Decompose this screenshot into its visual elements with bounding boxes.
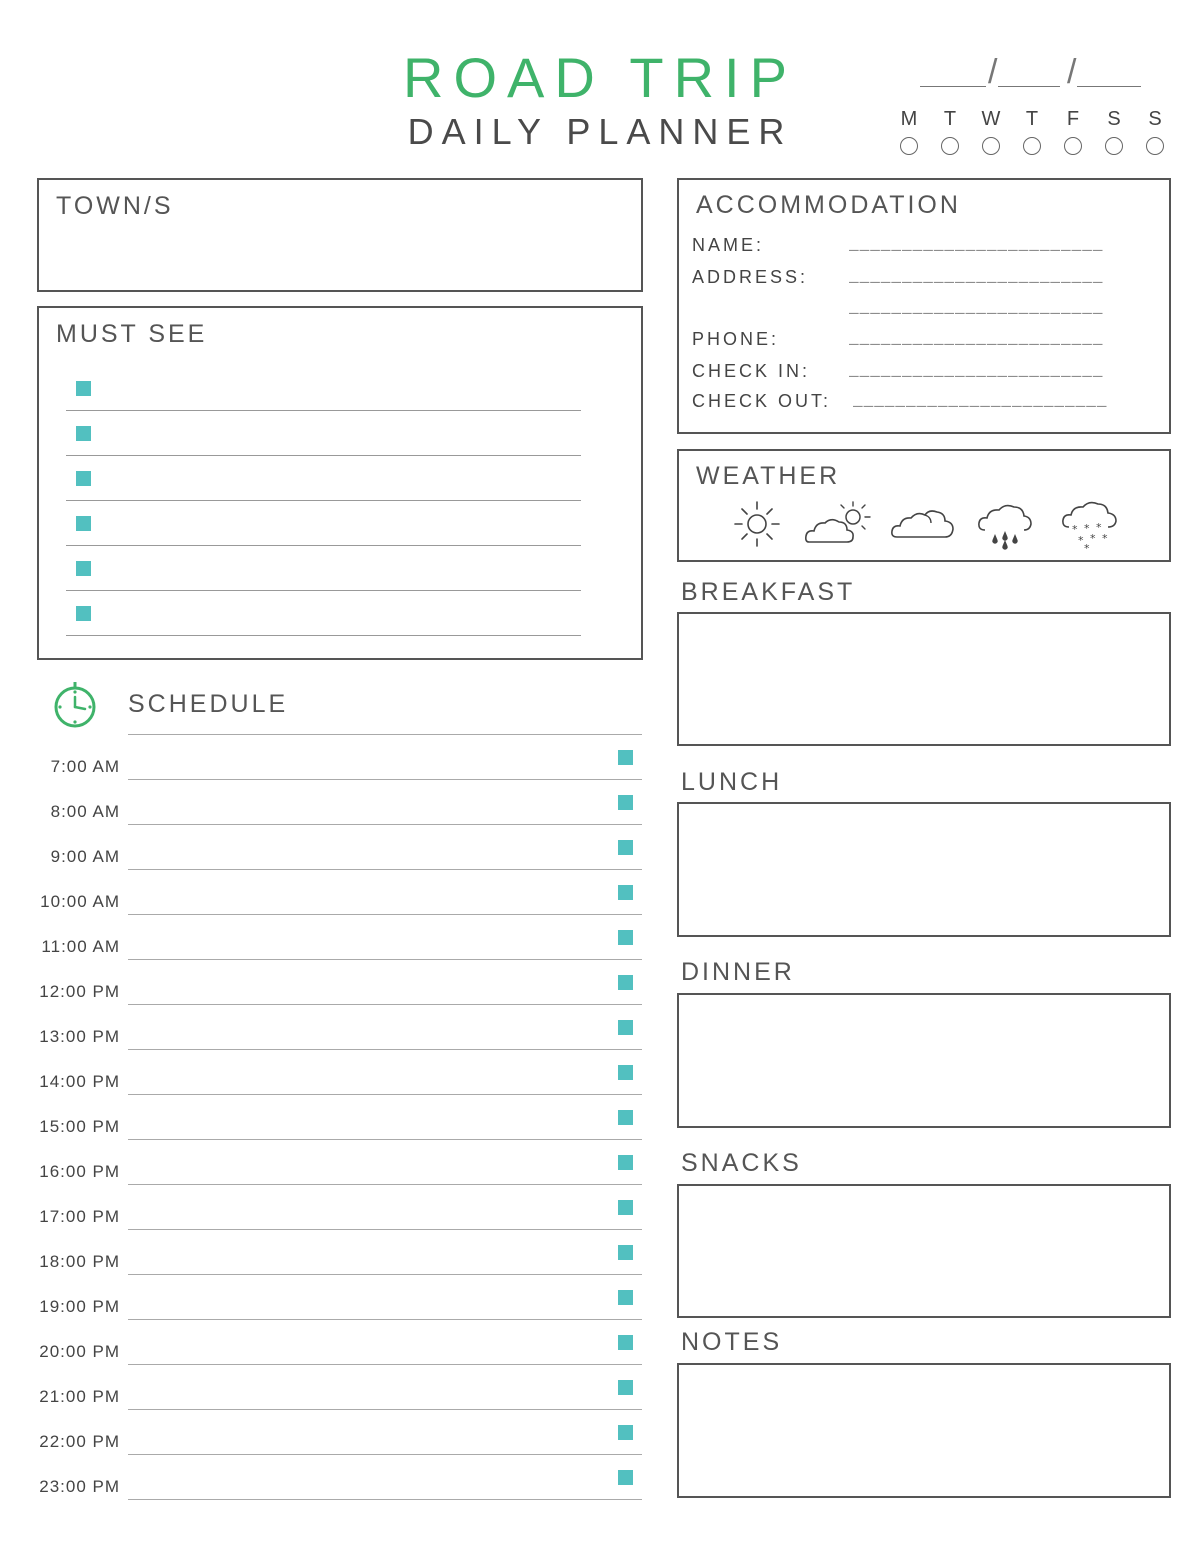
schedule-entry-line[interactable] [128, 824, 642, 825]
schedule-checkbox[interactable] [618, 1020, 633, 1035]
svg-text:*: * [1084, 522, 1090, 535]
schedule-entry-line[interactable] [128, 779, 642, 780]
lunch-label: LUNCH [681, 768, 783, 796]
schedule-entry-line[interactable] [128, 1004, 642, 1005]
acc-name-label: NAME: [692, 235, 765, 255]
breakfast-label: BREAKFAST [681, 578, 856, 606]
schedule-entry-line[interactable] [128, 1319, 642, 1320]
clock-icon [52, 680, 100, 730]
weather-box [677, 449, 1171, 562]
schedule-checkbox[interactable] [618, 1290, 633, 1305]
acc-checkout-label: CHECK OUT: [692, 391, 832, 411]
weekday-tue-circle[interactable] [941, 137, 959, 155]
schedule-entry-line[interactable] [128, 1454, 642, 1455]
must-see-line[interactable] [66, 410, 581, 411]
weekday-wed: W [981, 108, 1001, 130]
schedule-time: 13:00 PM [39, 1027, 120, 1046]
acc-address-field-2[interactable]: ________________________ [849, 299, 1104, 317]
date-slash-2: / [1067, 53, 1077, 91]
acc-address-field[interactable]: ________________________ [849, 268, 1104, 286]
schedule-entry-line[interactable] [128, 914, 642, 915]
must-see-checkbox[interactable] [76, 426, 91, 441]
acc-phone-field[interactable]: ________________________ [849, 330, 1104, 348]
schedule-checkbox[interactable] [618, 1110, 633, 1125]
schedule-checkbox[interactable] [618, 975, 633, 990]
schedule-entry-line[interactable] [128, 959, 642, 960]
schedule-time: 19:00 PM [39, 1297, 120, 1316]
date-slash-1: / [988, 53, 998, 91]
rain-icon[interactable] [975, 498, 1037, 550]
schedule-time: 22:00 PM [39, 1432, 120, 1451]
sun-icon[interactable] [729, 498, 785, 550]
acc-checkin-label: CHECK IN: [692, 361, 811, 381]
towns-box[interactable] [37, 178, 643, 292]
snow-icon[interactable] [1059, 495, 1125, 553]
weekday-fri-circle[interactable] [1064, 137, 1082, 155]
snacks-box[interactable] [677, 1184, 1171, 1318]
schedule-time: 14:00 PM [39, 1072, 120, 1091]
notes-box[interactable] [677, 1363, 1171, 1498]
weekday-tue: T [943, 108, 957, 130]
schedule-time: 21:00 PM [39, 1387, 120, 1406]
must-see-checkbox[interactable] [76, 606, 91, 621]
schedule-time: 23:00 PM [39, 1477, 120, 1496]
svg-text:*: * [1102, 532, 1108, 545]
snacks-label: SNACKS [681, 1149, 802, 1177]
date-month-blank[interactable] [998, 86, 1060, 87]
schedule-entry-line[interactable] [128, 1094, 642, 1095]
weekday-fri: F [1066, 108, 1080, 130]
schedule-time: 12:00 PM [39, 982, 120, 1001]
schedule-time: 7:00 AM [50, 757, 120, 776]
schedule-time: 8:00 AM [50, 802, 120, 821]
weekday-thu: T [1025, 108, 1039, 130]
must-see-line[interactable] [66, 590, 581, 591]
schedule-time: 15:00 PM [39, 1117, 120, 1136]
date-day-blank[interactable] [920, 86, 986, 87]
schedule-entry-line[interactable] [128, 1409, 642, 1410]
must-see-checkbox[interactable] [76, 381, 91, 396]
must-see-line[interactable] [66, 455, 581, 456]
breakfast-box[interactable] [677, 612, 1171, 746]
schedule-entry-line[interactable] [128, 1049, 642, 1050]
weekday-sun-circle[interactable] [1146, 137, 1164, 155]
svg-text:*: * [1096, 521, 1102, 534]
title-daily-planner: DAILY PLANNER [407, 111, 793, 152]
weekday-sat-circle[interactable] [1105, 137, 1123, 155]
schedule-time: 17:00 PM [39, 1207, 120, 1226]
weekday-mon-circle[interactable] [900, 137, 918, 155]
schedule-time: 10:00 AM [40, 892, 120, 911]
partly-cloudy-icon[interactable] [803, 498, 875, 550]
schedule-entry-line[interactable] [128, 1139, 642, 1140]
schedule-checkbox[interactable] [618, 885, 633, 900]
accommodation-box [677, 178, 1171, 434]
schedule-entry-line[interactable] [128, 1499, 642, 1500]
schedule-time: 9:00 AM [50, 847, 120, 866]
weekday-mon: M [900, 108, 918, 130]
accommodation-label: ACCOMMODATION [696, 191, 961, 219]
must-see-label: MUST SEE [56, 320, 208, 348]
schedule-time: 18:00 PM [39, 1252, 120, 1271]
title-road-trip: ROAD TRIP [403, 46, 797, 109]
schedule-checkbox[interactable] [618, 1335, 633, 1350]
must-see-checkbox[interactable] [76, 561, 91, 576]
schedule-checkbox[interactable] [618, 1470, 633, 1485]
must-see-line[interactable] [66, 500, 581, 501]
schedule-checkbox[interactable] [618, 930, 633, 945]
dinner-label: DINNER [681, 958, 795, 986]
schedule-label: SCHEDULE [128, 690, 289, 718]
acc-checkout-field[interactable]: ________________________ [853, 392, 1108, 410]
schedule-checkbox[interactable] [618, 1155, 633, 1170]
schedule-time: 16:00 PM [39, 1162, 120, 1181]
weekday-thu-circle[interactable] [1023, 137, 1041, 155]
schedule-checkbox[interactable] [618, 795, 633, 810]
weather-label: WEATHER [696, 462, 841, 490]
schedule-entry-line[interactable] [128, 869, 642, 870]
schedule-entry-line[interactable] [128, 1184, 642, 1185]
acc-phone-label: PHONE: [692, 329, 780, 349]
date-year-blank[interactable] [1077, 86, 1141, 87]
svg-text:*: * [1090, 532, 1096, 545]
weekday-sun: S [1148, 108, 1162, 130]
towns-label: TOWN/S [56, 192, 174, 220]
must-see-checkbox[interactable] [76, 471, 91, 486]
svg-text:*: * [1078, 534, 1084, 547]
schedule-checkbox[interactable] [618, 1065, 633, 1080]
svg-text:*: * [1084, 542, 1090, 553]
acc-checkin-field[interactable]: ________________________ [849, 362, 1104, 380]
schedule-checkbox[interactable] [618, 840, 633, 855]
acc-name-field[interactable]: ________________________ [849, 236, 1104, 254]
must-see-line[interactable] [66, 545, 581, 546]
weekday-sat: S [1107, 108, 1121, 130]
schedule-entry-line[interactable] [128, 1364, 642, 1365]
schedule-checkbox[interactable] [618, 1380, 633, 1395]
must-see-box [37, 306, 643, 660]
schedule-checkbox[interactable] [618, 1200, 633, 1215]
acc-address-label: ADDRESS: [692, 267, 809, 287]
schedule-entry-line[interactable] [128, 1229, 642, 1230]
cloudy-icon[interactable] [889, 501, 959, 547]
schedule-checkbox[interactable] [618, 750, 633, 765]
svg-text:*: * [1072, 523, 1078, 536]
dinner-box[interactable] [677, 993, 1171, 1128]
must-see-checkbox[interactable] [76, 516, 91, 531]
lunch-box[interactable] [677, 802, 1171, 937]
schedule-time: 11:00 AM [41, 937, 120, 956]
schedule-entry-line[interactable] [128, 1274, 642, 1275]
must-see-line[interactable] [66, 635, 581, 636]
schedule-checkbox[interactable] [618, 1245, 633, 1260]
weekday-wed-circle[interactable] [982, 137, 1000, 155]
notes-label: NOTES [681, 1328, 783, 1356]
schedule-time: 20:00 PM [39, 1342, 120, 1361]
schedule-header-line [128, 734, 642, 735]
schedule-checkbox[interactable] [618, 1425, 633, 1440]
